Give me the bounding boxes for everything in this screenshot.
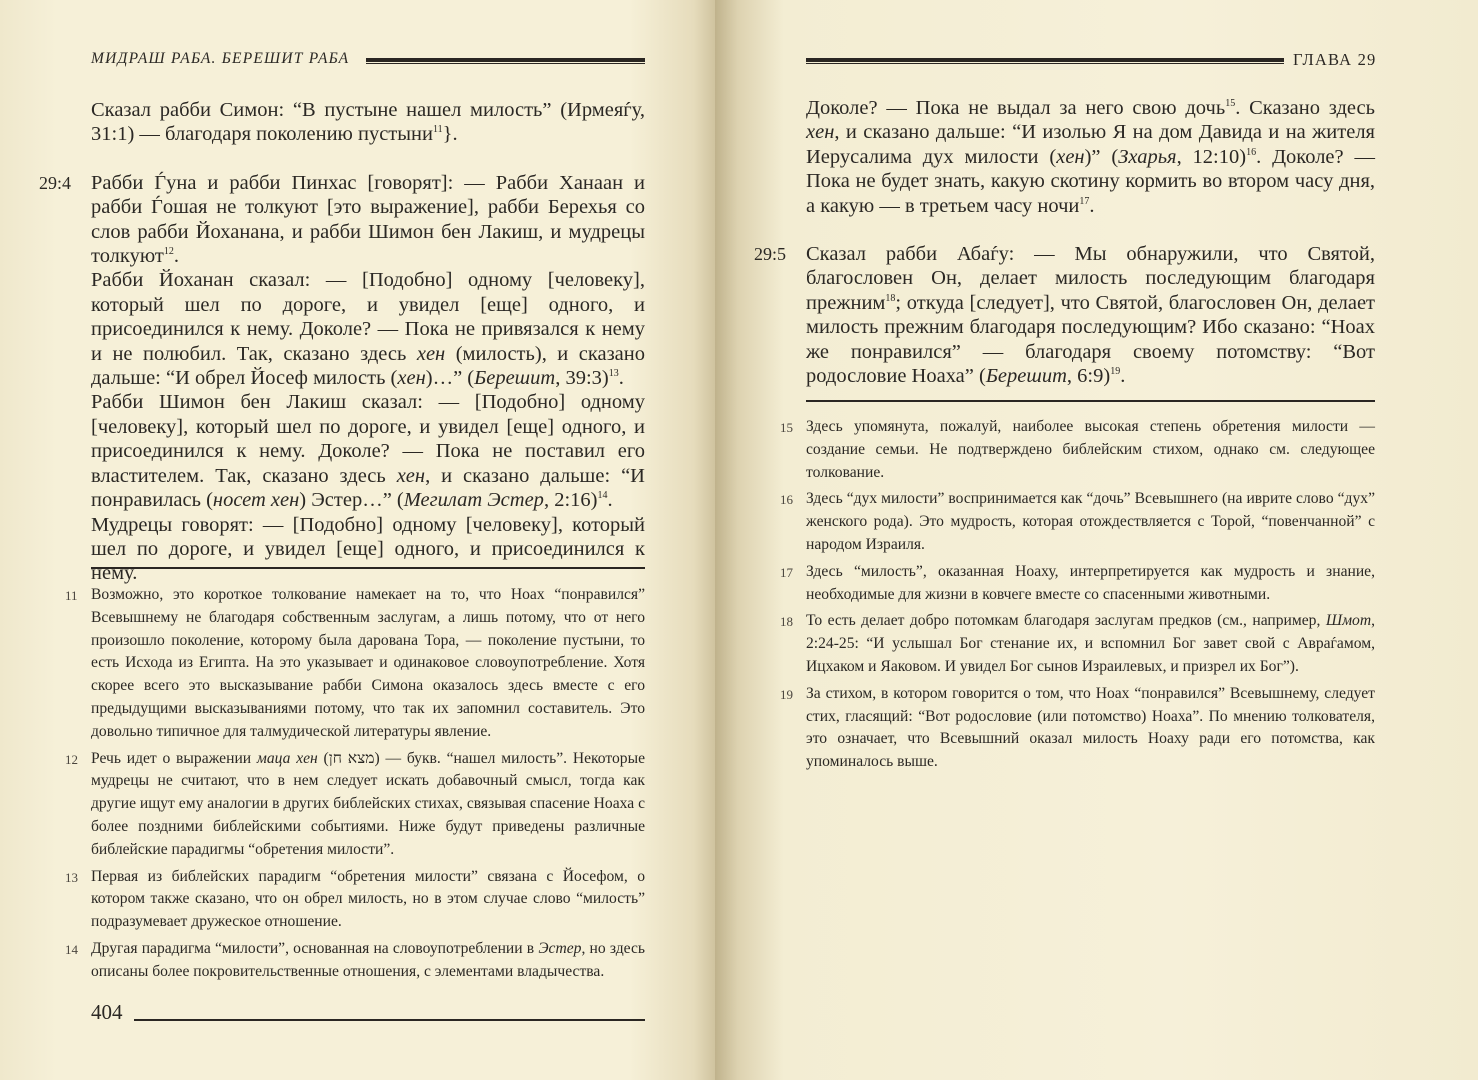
text-run: )…” ( [425, 367, 475, 390]
text-run: Берешит [474, 367, 556, 390]
paragraph [91, 390, 645, 512]
text-run: Рабби Ѓуна и рабби Пинхас [говорят]: — Рабби Ханаан и рабби Ѓошая не толкуют [это выражение], рабби Берехья со слов рабби Йоханана, и рабби Шимон бен Лакиш, и мудрецы толкуют [91, 171, 645, 268]
text-run: Зхарья [1118, 145, 1177, 168]
paragraph [754, 242, 1375, 388]
text-run: Речь идет о выражении [91, 749, 257, 767]
text-run: Рабби Йоханан сказал: — [Подобно] одному [человеку], который шел по дороге, и увидел [еще] одного, и присоединился к нему. Доколе? — Пока не привязался к нему и не полюбил. Так, сказано здесь [91, 269, 645, 365]
footnote [780, 683, 1375, 774]
page-number: 404 [91, 1000, 123, 1024]
footnote-ref[interactable]: 19 [1110, 366, 1121, 378]
text-run: ) Эстер…” ( [299, 489, 404, 512]
text-run: Рабби Шимон бен Лакиш сказал: — [Подобно] одному [человеку], который шел по дороге, и увидел [еще] одного, и присоединился к нему. Доколе? — Пока не поставил его властителем. Так, сказано здесь [91, 391, 645, 487]
footnote-ref[interactable]: 13 [608, 368, 619, 380]
section-marker: 29:5 [754, 244, 787, 265]
text-run: Эстер [538, 939, 582, 957]
text-run: Мегилат Эстер [403, 489, 544, 512]
footnotes [780, 416, 1375, 778]
text-run: маца хен [256, 749, 318, 767]
text-run: , 6:9) [1066, 365, 1111, 388]
paragraph [91, 513, 645, 586]
text-run: хен [416, 342, 446, 365]
text-run: , 39:3) [555, 367, 609, 390]
footnote-number: 15 [780, 420, 793, 435]
footnotes [65, 584, 646, 988]
footnote-number: 13 [65, 869, 78, 885]
footnote-number: 19 [780, 686, 793, 702]
footnote-rule [806, 400, 1375, 402]
text-run: (милость), и сказано дальше: “И обрел Йосеф милость ( [91, 342, 646, 390]
text-run: , 2:16) [543, 489, 598, 512]
footnote [780, 610, 1375, 678]
text-run: , 2:24-25: “И услышал Бог стенание их, и вспомнил Бог завет свой с Авраѓамом, Ицхаком и Яаковом. И увидел Бог сынов Израилевых, и призрел их Бог”). [806, 612, 1375, 675]
text-run: . Доколе? — Пока не будет знать, какую скотину кормить во втором часу дня, а какую — в третьем часу ночи [806, 145, 1375, 217]
text-run: То есть делает добро потомкам благодаря заслугам предков (см., например, [806, 612, 1326, 630]
text-run: , и сказано дальше: “И изолью Я на дом Давида и на жителя Иерусалима дух милости ( [806, 121, 1375, 168]
header-rule [366, 58, 645, 64]
text-run: . [1120, 365, 1126, 388]
footnote-number: 12 [65, 751, 78, 767]
footnote [780, 561, 1375, 607]
text-run: хен [397, 367, 426, 390]
text-run: . Сказано здесь [1235, 97, 1375, 119]
footnote [65, 866, 645, 934]
text-run: . [607, 489, 613, 512]
footnote-number: 16 [780, 492, 793, 508]
footnote-number: 11 [65, 588, 78, 603]
text-run: }. [442, 123, 458, 146]
left-page [0, 0, 715, 1080]
text-run: Шмот [1325, 612, 1372, 630]
text-run: хен [1056, 145, 1085, 168]
text-run: Доколе? — Пока не выдал за него свою дочь [806, 97, 1226, 119]
footer-rule [134, 1019, 645, 1021]
footnote-ref[interactable]: 15 [1225, 98, 1236, 110]
footnote [65, 938, 645, 984]
text-run: (מצא חן) — букв. “нашел милость”. Некоторые мудрецы не считают, что в нем следует искать добавочный смысл, тогда как другие ищут ему аналогии в других библейских стихах, связывая спасение Ноаха с более поздними библейскими событиями. Ниже будут приведены различные библейские парадигмы “обретения милости”. [91, 749, 646, 858]
section-marker: 29:4 [39, 172, 72, 193]
right-page [715, 0, 1478, 1080]
footnote [780, 416, 1375, 484]
main-text [754, 96, 1375, 388]
paragraph [39, 171, 645, 269]
footnote-ref[interactable]: 14 [597, 490, 608, 502]
text-run: Мудрецы говорят: — [Подобно] одному [человеку], который шел по дороге, и увидел [еще] одного, и присоединился к нему. [91, 513, 645, 585]
paragraph [806, 96, 1375, 218]
footnote [780, 488, 1375, 556]
footnote-ref[interactable]: 17 [1079, 195, 1090, 207]
text-run: . [1089, 194, 1095, 217]
footnote [65, 748, 646, 862]
footnote-number: 14 [65, 941, 78, 957]
text-run: Здесь “милость”, оказанная Ноаху, интерпретируется как мудрость и знание, необходимые для жизни в ковчеге вместе со спасенными животными. [806, 562, 1375, 603]
footnote-ref[interactable]: 18 [885, 293, 896, 305]
footnote-number: 18 [780, 614, 793, 630]
text-run: Другая парадигма “милости”, основанная на словоупотреблении в [91, 939, 539, 957]
text-run: )” ( [1084, 145, 1119, 168]
running-head-title: МИДРАШ РАБА. БЕРЕШИТ РАБА [91, 50, 350, 67]
text-run: Возможно, это короткое толкование намекает на то, что Ноах “понравился” Всевышнему не благодаря собственным заслугам, а лишь потому, что от него произошло поколение, которому была дарована Тора, — поколение пустыни, то есть Исхода из Египта. На это указывает и одинаковое словоупотребление. Хотя скорее всего это высказывание рабби Симона оказалось здесь вместе с его предыдущими высказываниями потому, что так их запомнил составитель. Это довольно типичное для талмудической литературы явление. [91, 586, 645, 740]
text-run: . [618, 367, 624, 390]
footnote-number: 17 [780, 564, 793, 580]
paragraph [91, 98, 645, 147]
text-run: , но здесь описаны более покровительственные отношения, с элементами владычества. [91, 939, 645, 980]
text-run: , и сказано дальше: “И понравилась ( [91, 464, 645, 512]
text-run: Первая из библейских парадигм “обретения милости” связана с Йосефом, о котором также сказано, что он обрел милость, но в этом случае слово “милость” подразумевает дружеское отношение. [91, 867, 645, 931]
text-run: ; откуда [следует], что Святой, благословен Он, делает милость прежним благодаря последующим? Ибо сказано: “Ноах же понравился” — благодаря своему потомству: “Вот родословие Ноаха” ( [806, 291, 1375, 388]
text-run: носет хен [212, 489, 300, 512]
text-run: За стихом, в котором говорится о том, что Ноах “понравился” Всевышнему, следует стих, гласящий: “Вот родословие (или потомство) Ноаха”. По мнению толкователя, это означает, что Всевышний оказал милость Ноаху ради его потомства, как упоминалось выше. [806, 684, 1375, 771]
text-run: Сказал рабби Абаѓу: — Мы обнаружили, что Святой, благословен Он, делает милость последующим благодаря прежним [806, 243, 1375, 314]
paragraph [91, 268, 645, 390]
footnote [65, 584, 645, 744]
footnote-ref[interactable]: 11 [432, 124, 443, 136]
text-run: Здесь “дух милости” воспринимается как “дочь” Всевышнего (на иврите слово “дух” женского рода). Это мудрость, которая отождествляется с Торой, “повенчанной” с народом Израиля. [806, 490, 1375, 553]
text-run: , 12:10) [1176, 145, 1247, 168]
footnote-ref[interactable]: 12 [163, 246, 174, 258]
text-run: . [173, 245, 179, 268]
main-text [39, 98, 646, 586]
text-run: Здесь упомянута, пожалуй, наиболее высокая степень обретения милости — создание семьи. Не подтверждено библейским стихом, однако см. следующее толкование. [806, 418, 1375, 481]
footnote-rule [91, 567, 645, 569]
text-run: хен [396, 464, 426, 487]
text-run: Берешит [985, 365, 1067, 388]
header-rule [806, 58, 1284, 64]
footnote-ref[interactable]: 16 [1246, 146, 1257, 158]
running-head-chapter: ГЛАВА 29 [1293, 50, 1377, 69]
text-run: хен [806, 121, 835, 144]
text-run: Сказал рабби Симон: “В пустыне нашел милость” (Ирмеяѓу, 31:1) — благодаря поколению пустыни [91, 99, 645, 146]
